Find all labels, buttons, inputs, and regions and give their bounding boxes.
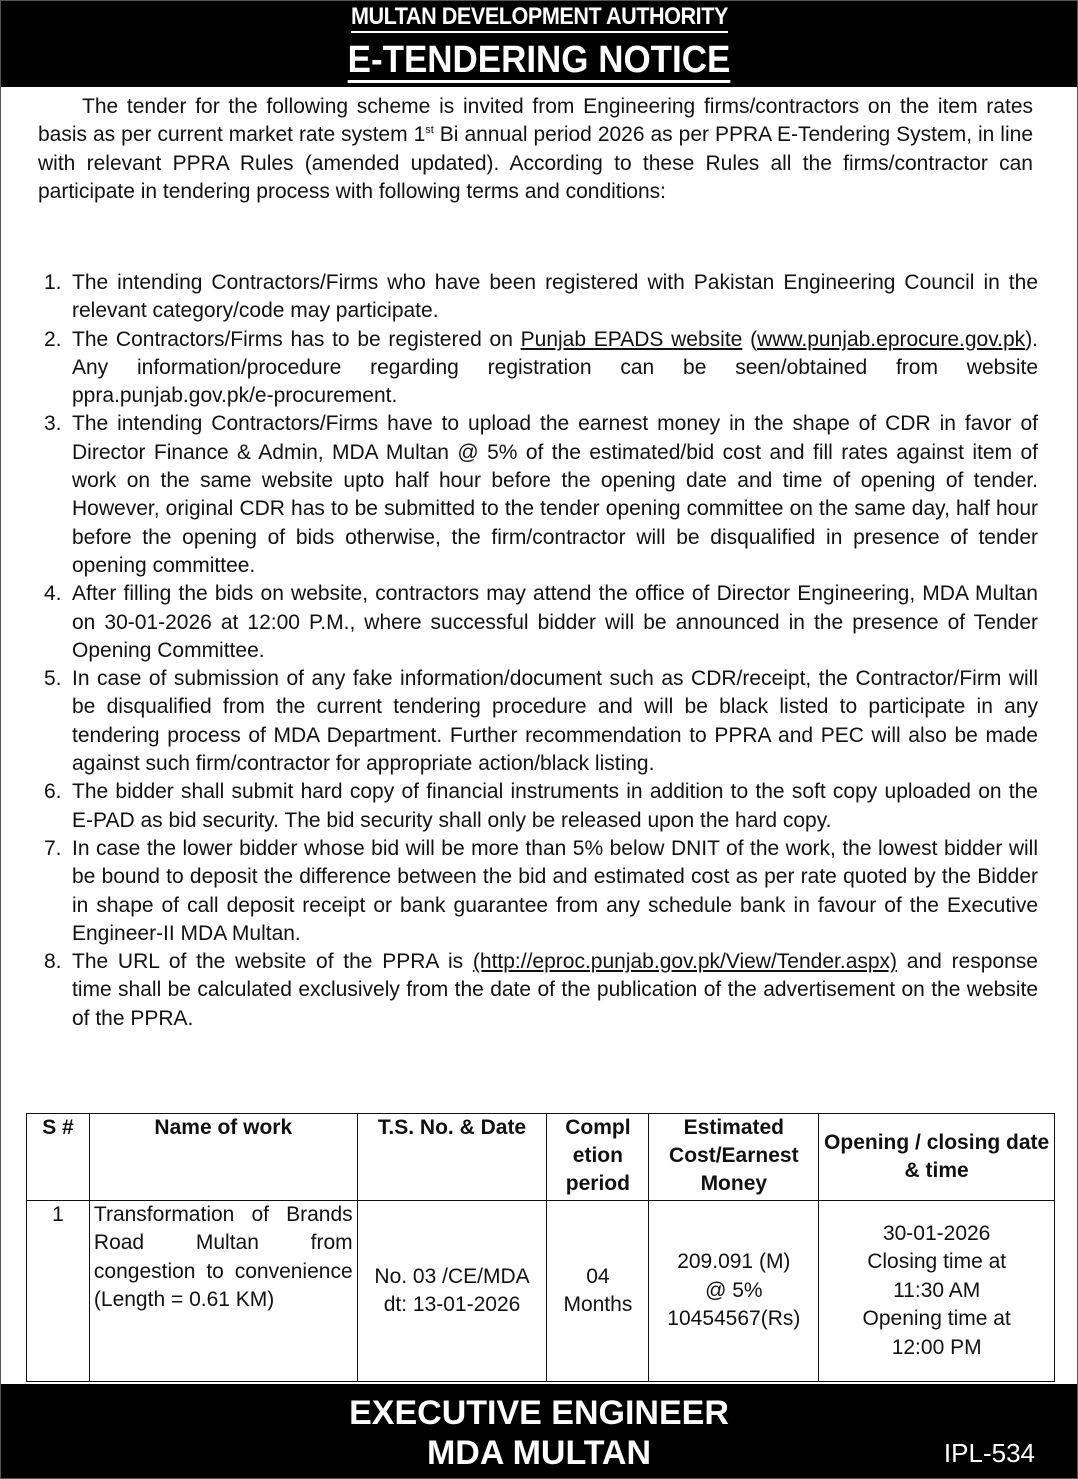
terms-list bbox=[38, 269, 1038, 1033]
term-item: 3. The intending Contractors/Firms have to upload the earnest money in the shape of CDR in favor of Director Finance & Admin, MDA Multan @ 5% of the estimated/bid cost and fill rates against item of work on the same website upto half hour before the opening date and time of opening of tender. However, original CDR has to be submitted to the tender opening committee on the same day, half hour before the opening of bids otherwise, the firm/contractor will be disqualified in presence of tender opening committee. bbox=[44, 412, 1038, 577]
term-item: 1. The intending Contractors/Firms who have been registered with Pakistan Engineering Council in the relevant category/code may participate. bbox=[44, 271, 1038, 323]
cell-name: Transformation of Brands Road Multan from congestion to convenience (Length = 0.61 KM) bbox=[89, 1201, 357, 1382]
table-header-row bbox=[27, 1114, 1055, 1201]
epads-website-link[interactable]: Punjab EPADS website bbox=[520, 327, 743, 351]
notice-header bbox=[1, 1, 1077, 87]
term-item: 2. The Contractors/Firms has to be registered on Punjab EPADS website (www.punjab.eprocure.gov.pk). Any information/procedure regarding registration can be seen/obtained from website ppra.punjab.gov.pk/e-procurement. bbox=[44, 327, 1039, 408]
organization-name: MULTAN DEVELOPMENT AUTHORITY bbox=[1, 3, 1077, 33]
signatory-title: EXECUTIVE ENGINEER bbox=[349, 1394, 729, 1432]
notice-title: E-TENDERING NOTICE bbox=[347, 39, 731, 81]
cell-opening: 30-01-2026 Closing time at 11:30 AM Opening time at 12:00 PM bbox=[819, 1201, 1055, 1382]
col-header-ts: T.S. No. & Date bbox=[357, 1114, 547, 1201]
ppra-tender-url-link[interactable]: (http://eproc.punjab.gov.pk/View/Tender.aspx) bbox=[472, 950, 898, 974]
intro-paragraph: The tender for the following scheme is invited from Engineering firms/contractors on the item rates basis as per current market rate system 1st Bi annual period 2026 as per PPRA E-Tendering System, in line with relevant PPRA Rules (amended updated). According to these Rules all the firms/contractor can participate in tendering process with following terms and conditions: bbox=[38, 95, 1033, 203]
term-item: 5. In case of submission of any fake information/document such as CDR/receipt, the Contractor/Firm will be disqualified from the current tendering procedure and will be black listed to participate in any tendering process of MDA Department. Further recommendation to PPRA and PEC will also be made against such firm/contractor for appropriate action/black listing. bbox=[44, 667, 1038, 776]
term-item: 8. The URL of the website of the PPRA is (http://eproc.punjab.gov.pk/View/Tender.aspx) and response time shall be calculated exclusively from the date of the publication of the advertisement on the website of the PPRA. bbox=[44, 950, 1038, 1030]
table-row bbox=[27, 1201, 1055, 1382]
works-table bbox=[26, 1113, 1055, 1382]
cell-completion: 04 Months bbox=[547, 1201, 649, 1382]
term-item: 6. The bidder shall submit hard copy of financial instruments in addition to the soft copy uploaded on the E-PAD as bid security. The bid security shall only be released upon the hard copy. bbox=[44, 780, 1038, 832]
cell-ts: No. 03 /CE/MDA dt: 13-01-2026 bbox=[357, 1201, 547, 1382]
notice-footer bbox=[1, 1384, 1077, 1478]
cell-sn: 1 bbox=[27, 1201, 90, 1382]
signatory-office: MDA MULTAN bbox=[426, 1434, 652, 1472]
term-item: 7. In case the lower bidder whose bid will be more than 5% below DNIT of the work, the lowest bidder will be bound to deposit the difference between the bid and estimated cost as per rate quoted by the Bidder in shape of call deposit receipt or bank guarantee from any schedule bank in favour of the Executive Engineer-II MDA Multan. bbox=[44, 836, 1038, 945]
col-header-cost: Estimated Cost/Earnest Money bbox=[649, 1114, 819, 1201]
ipl-reference: IPL-534 bbox=[943, 1438, 1035, 1468]
col-header-name: Name of work bbox=[89, 1114, 357, 1201]
col-header-opening: Opening / closing date & time bbox=[819, 1114, 1055, 1201]
col-header-completion: Compl etion period bbox=[547, 1114, 649, 1201]
col-header-sn: S # bbox=[27, 1114, 90, 1201]
term-item: 4. After filling the bids on website, contractors may attend the office of Director Engineering, MDA Multan on 30-01-2026 at 12:00 P.M., where successful bidder will be announced in the presence of Tender Opening Committee. bbox=[44, 582, 1038, 662]
cell-cost: 209.091 (M) @ 5% 10454567(Rs) bbox=[649, 1201, 819, 1382]
eprocure-url-link[interactable]: www.punjab.eprocure.gov.pk bbox=[757, 327, 1026, 351]
